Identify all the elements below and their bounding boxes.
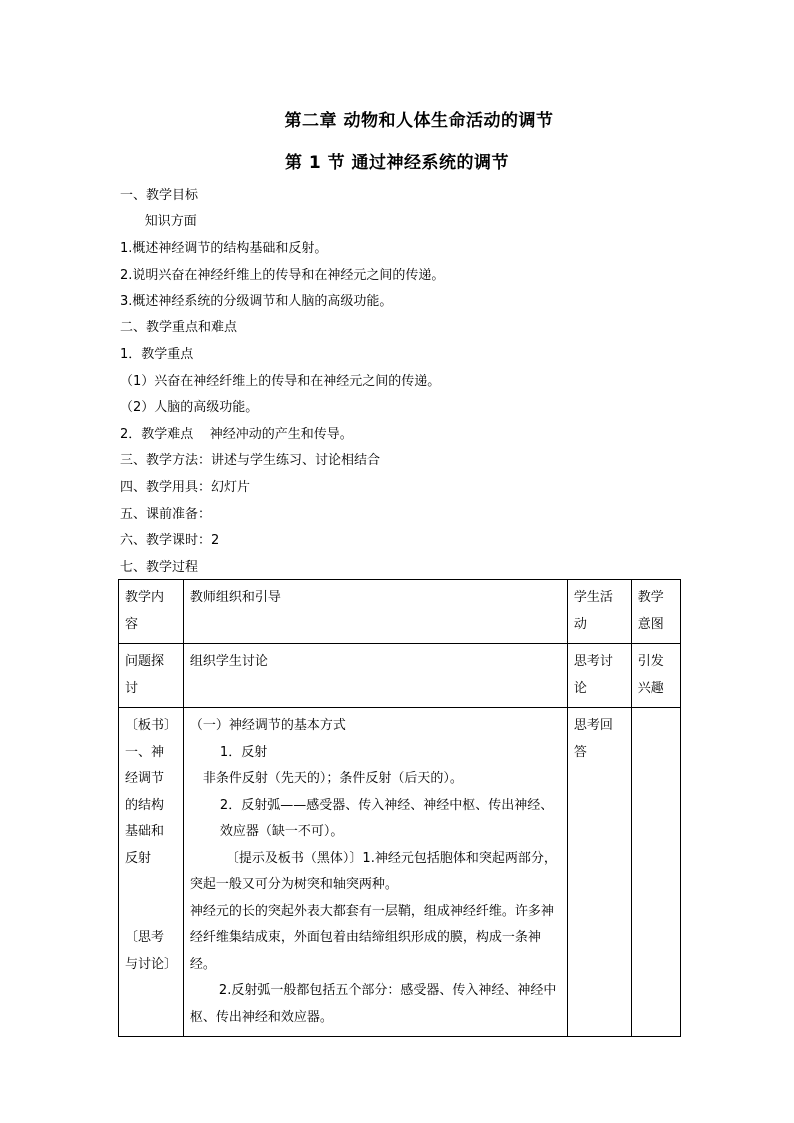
guide-line: （一）神经调节的基本方式 [189, 718, 346, 733]
table-header-cell: 教学意图 [631, 580, 680, 644]
guide-line: 2.反射弧一般都包括五个部分：感受器、传入神经、神经中枢、传出神经和效应器。 [189, 983, 557, 1025]
table-cell: 组织学生讨论 [183, 644, 567, 708]
table-header-cell: 教学内容 [119, 580, 184, 644]
table-header-cell: 学生活动 [567, 580, 631, 644]
text-line: 三、教学方法：讲述与学生练习、讨论相结合 [120, 453, 381, 468]
text-line: 四、教学用具：幻灯片 [120, 480, 251, 495]
text-line: 一、教学目标 [120, 188, 199, 203]
section-title: 第 1 节 通过神经系统的调节 [284, 153, 510, 173]
text-line: 七、教学过程 [120, 560, 199, 575]
table-cell: 引发兴趣 [631, 644, 680, 708]
text-line: 二、教学重点和难点 [120, 320, 238, 335]
table-header-row [119, 580, 681, 644]
text-line: 五、课前准备： [120, 507, 212, 522]
table-cell: 思考回答 [567, 708, 631, 1037]
text-line: （2）人脑的高级功能。 [120, 400, 259, 415]
table-cell-content [119, 708, 184, 1037]
table-header-cell: 教师组织和引导 [183, 580, 567, 644]
chapter-title: 第二章 动物和人体生命活动的调节 [284, 111, 554, 131]
guide-line: 1．反射 [219, 744, 268, 760]
discussion-heading: 〔思考与讨论〕 [125, 930, 178, 972]
table-row [119, 644, 681, 708]
board-heading: 〔板书〕一、神经调节的结构基础和反射 [125, 718, 171, 866]
guide-line: 〔提示及板书（黑体）〕1.神经元包括胞体和突起两部分，突起一般又可分为树突和轴突两种。 [189, 850, 557, 892]
text-line: （1）兴奋在神经纤维上的传导和在神经元之间的传递。 [120, 374, 441, 389]
text-line: 2．教学难点 神经冲动的产生和传导。 [120, 427, 353, 442]
teaching-process-table [118, 579, 681, 1037]
text-line: 1.概述神经调节的结构基础和反射。 [120, 241, 328, 256]
text-line: 3.概述神经系统的分级调节和人脑的高级功能。 [120, 294, 393, 309]
table-row [119, 708, 681, 1037]
text-line: 知识方面 [120, 214, 197, 229]
text-line: 六、教学课时：2 [120, 533, 220, 548]
guide-line: 2．反射弧——感受器、传入神经、神经中枢、传出神经、效应器（缺一不可）。 [219, 797, 554, 839]
guide-line: 神经元的长的突起外表大都套有一层鞘，组成神经纤维。许多神经纤维集结成束，外面包着由结缔组织形成的膜，构成一条神经。 [189, 903, 554, 972]
table-cell: 问题探讨 [119, 644, 184, 708]
text-line: 1．教学重点 [120, 347, 194, 362]
table-cell [631, 708, 680, 1037]
table-cell-guide [183, 708, 567, 1037]
guide-line: 非条件反射（先天的）；条件反射（后天的）。 [202, 771, 463, 786]
table-cell: 思考讨论 [567, 644, 631, 708]
text-line: 2.说明兴奋在神经纤维上的传导和在神经元之间的传递。 [120, 268, 445, 283]
